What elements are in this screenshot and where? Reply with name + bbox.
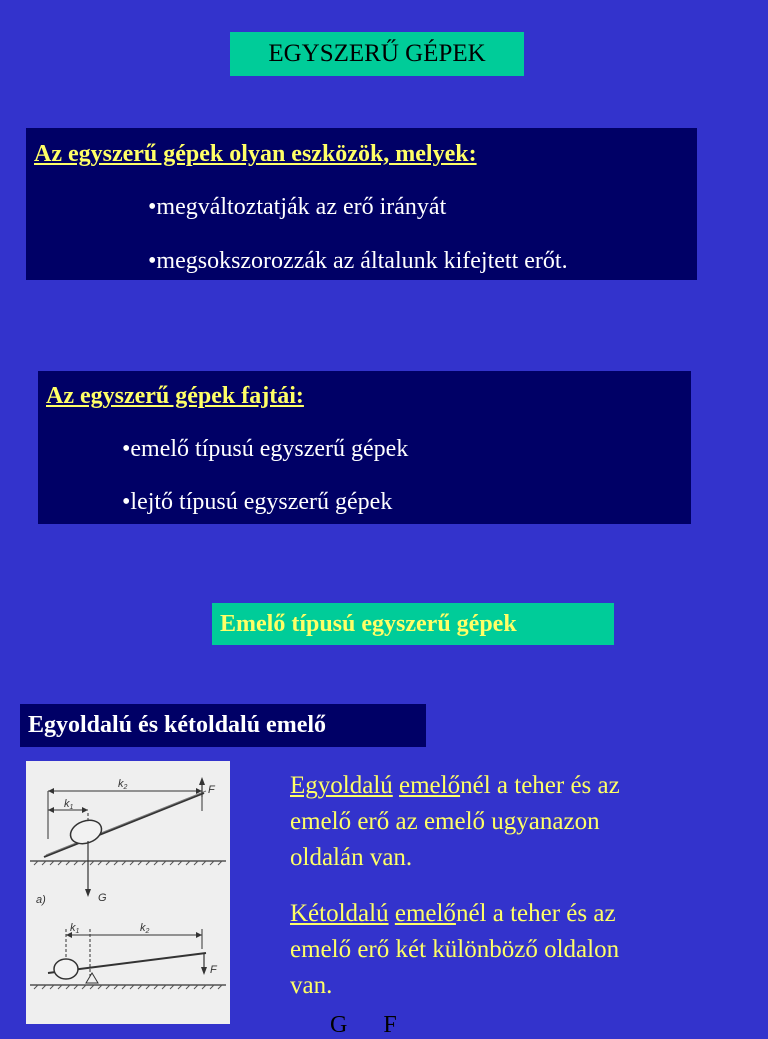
types-heading: Az egyszerű gépek fajtái: bbox=[46, 383, 304, 409]
intro-bullet-1: •megváltoztatják az erő irányát bbox=[148, 194, 447, 220]
two-sided-line-1 bbox=[290, 896, 760, 932]
types-bullet-1: •emelő típusú egyszerű gépek bbox=[122, 436, 409, 462]
types-bullet-2: •lejtő típusú egyszerű gépek bbox=[122, 489, 393, 515]
intro-panel bbox=[26, 128, 697, 280]
lever-diagram bbox=[26, 761, 230, 1024]
two-sided-line-2: emelő erő két különböző oldalon bbox=[290, 936, 620, 963]
k1-label-bottom: k1 bbox=[70, 922, 80, 935]
one-sided-lever-diagram bbox=[30, 777, 226, 906]
G-label: G bbox=[98, 892, 107, 904]
lever-heading: Egyoldalú és kétoldalú emelő bbox=[20, 704, 426, 747]
page-title: EGYSZERŰ GÉPEK bbox=[230, 32, 524, 76]
two-sided-description bbox=[290, 896, 760, 1004]
one-sided-line-3: oldalán van. bbox=[290, 844, 413, 871]
one-sided-line-1 bbox=[290, 768, 760, 804]
k2-label-top: k2 bbox=[118, 778, 128, 791]
lever-types-subtitle: Emelő típusú egyszerű gépek bbox=[212, 603, 614, 645]
one-sided-lever-word: emelő bbox=[399, 772, 461, 799]
k2-label-bottom: k2 bbox=[140, 922, 150, 935]
a-label: a) bbox=[36, 894, 46, 906]
F-label-bottom: F bbox=[210, 964, 217, 976]
types-panel bbox=[38, 371, 691, 524]
F-label-top: F bbox=[208, 784, 215, 796]
cutoff-text: G F bbox=[330, 1012, 403, 1038]
intro-bullet-2: •megsokszorozzák az általunk kifejtett erőt. bbox=[148, 248, 568, 274]
one-sided-suffix: nél a teher és az bbox=[460, 772, 620, 799]
lever-diagram-svg bbox=[26, 761, 230, 1024]
one-sided-line-2: emelő erő az emelő ugyanazon bbox=[290, 808, 600, 835]
one-sided-description bbox=[290, 768, 760, 876]
two-sided-term: Kétoldalú bbox=[290, 900, 389, 927]
two-sided-line-3: van. bbox=[290, 972, 333, 999]
k1-label-top: k1 bbox=[64, 798, 74, 811]
two-sided-suffix: nél a teher és az bbox=[455, 900, 616, 927]
one-sided-term: Egyoldalú bbox=[290, 772, 393, 799]
two-sided-lever-diagram bbox=[30, 922, 226, 989]
intro-heading: Az egyszerű gépek olyan eszközök, melyek: bbox=[34, 141, 477, 167]
two-sided-lever-word: emelő bbox=[394, 900, 456, 927]
